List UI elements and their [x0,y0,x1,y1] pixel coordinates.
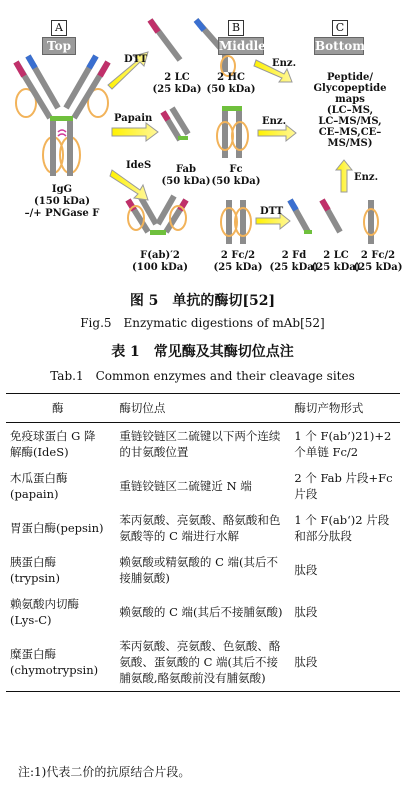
fc-mass: (50 kDa) [211,176,261,187]
lc-bottom-name: 2 LC [323,250,349,261]
enzyme-enz-2: Enz. [262,116,287,127]
product-cell: 1 个 F(ab’)21)+2 个单链 Fc/2 [294,429,392,459]
table-header-row [6,394,400,423]
figure-caption-cn: 图 5 单抗的酶切[52] [129,293,276,309]
enzyme-enz-3: Enz. [354,172,379,183]
igg-mass: (150 kDa) [34,196,90,207]
peptide-line: (LC–MS, [326,105,374,116]
peptide-line: MS/MS) [327,138,373,149]
igg-name: IgG [51,184,73,195]
table-row [6,465,400,507]
figure-caption-en: Fig.5 Enzymatic digestions of mAb[52] [80,316,325,330]
enzyme-cell: 胃蛋白酶(pepsin) [10,521,104,535]
section-letter-a: A [51,20,67,36]
enzyme-cell: 胰蛋白酶(trypsin) [10,555,60,585]
table-caption-en: Tab.1 Common enzymes and their cleavage sites [50,369,355,383]
peptide-line: CE–MS,CE– [318,127,382,138]
fab2-mass: (100 kDa) [132,262,188,273]
enzyme-cell: 糜蛋白酶(chymotrypsin) [10,647,99,677]
header-cleavage-site: 酶切位点 [119,401,166,415]
enzymatic-digestion-figure [0,0,405,280]
lc-name: 2 LC [164,72,190,83]
product-cell: 肽段 [294,655,318,669]
peptide-line: Glycopeptide [313,83,387,94]
header-product-form: 酶切产物形式 [294,401,364,415]
fd-bottom-name: 2 Fd [281,250,307,261]
table-row [6,423,400,466]
middle-label: Middle [219,39,266,53]
enzyme-cell: 赖氨酸内切酶(Lys-C) [10,597,79,627]
enzyme-dtt-bottom: DTT [260,206,284,217]
fab-fc-fragments [163,106,248,158]
bottom-label: Bottom [315,39,365,53]
table-body [6,423,400,692]
product-cell: 肽段 [294,563,318,577]
fc2-bottom-name: 2 Fc/2 [360,250,396,261]
cleavage-site-cell: 赖氨酸或精氨酸的 C 端(其后不接脯氨酸) [119,555,279,585]
fab-name: Fab [175,164,197,175]
fc-name: Fc [229,164,243,175]
enzyme-papain: Papain [114,113,153,124]
cleavage-site-cell: 赖氨酸的 C 端(其后不接脯氨酸) [119,605,283,619]
section-letter-c: C [332,20,348,36]
table-row [6,591,400,633]
table-caption-cn: 表 1 常见酶及其酶切位点注 [111,344,294,360]
fd-bottom-mass: (25 kDa) [269,262,319,273]
enzyme-cell: 免疫球蛋白 G 降解酶(IdeS) [10,429,96,459]
section-letter-b: B [228,20,244,36]
lc-mass: (25 kDa) [152,84,202,95]
header-enzyme: 酶 [51,401,64,415]
fab-mass: (50 kDa) [161,176,211,187]
hc-mass: (50 kDa) [206,84,256,95]
top-label: Top [42,37,76,55]
product-cell: 2 个 Fab 片段+Fc 片段 [294,471,393,501]
enzyme-table [6,393,400,692]
product-cell: 肽段 [294,605,318,619]
cleavage-site-cell: 重链铰链区二硫键近 N 端 [119,479,252,493]
table-row [6,549,400,591]
reduced-chains-bottom [290,200,378,244]
fc2-mass: (25 kDa) [213,262,263,273]
enzyme-ides: IdeS [126,160,152,171]
table-row [6,633,400,692]
peptide-line: Peptide/ [326,72,374,83]
enzyme-enz-1: Enz. [272,58,297,69]
fc2-bottom-mass: (25 kDa) [353,262,403,273]
igg-note: –/+ PNGase F [24,208,100,219]
cleavage-site-cell: 苯丙氨酸、亮氨酸、色氨酸、酪氨酸、蛋氨酸的 C 端(其后不接脯氨酸,酪氨酸前没有脯氨酸) [119,639,281,685]
cleavage-site-cell: 苯丙氨酸、亮氨酸、酪氨酸和色氨酸等的 C 端进行水解 [119,513,281,543]
enzyme-dtt-top: DTT [124,54,148,65]
peptide-line: maps [335,94,365,105]
peptide-line: LC–MS/MS, [318,116,382,127]
hc-name: 2 HC [217,72,245,83]
product-cell: 1 个 F(ab‘)2 片段和部分肽段 [294,513,390,543]
igg-antibody-diagram [16,56,108,176]
enzyme-cell: 木瓜蛋白酶(papain) [10,471,68,501]
fc2-name: 2 Fc/2 [220,250,256,261]
fab2-name: F(ab)′2 [140,250,180,261]
table-row [6,507,400,549]
cleavage-site-cell: 重链铰链区二硫键以下两个连续的甘氨酸位置 [119,429,281,459]
table-note: 注:1)代表二价的抗原结合片段。 [18,765,191,779]
fab2-fc2-fragments [128,196,251,244]
lc-bottom-mass: (25 kDa) [311,262,361,273]
peptide-map-label [300,72,400,149]
